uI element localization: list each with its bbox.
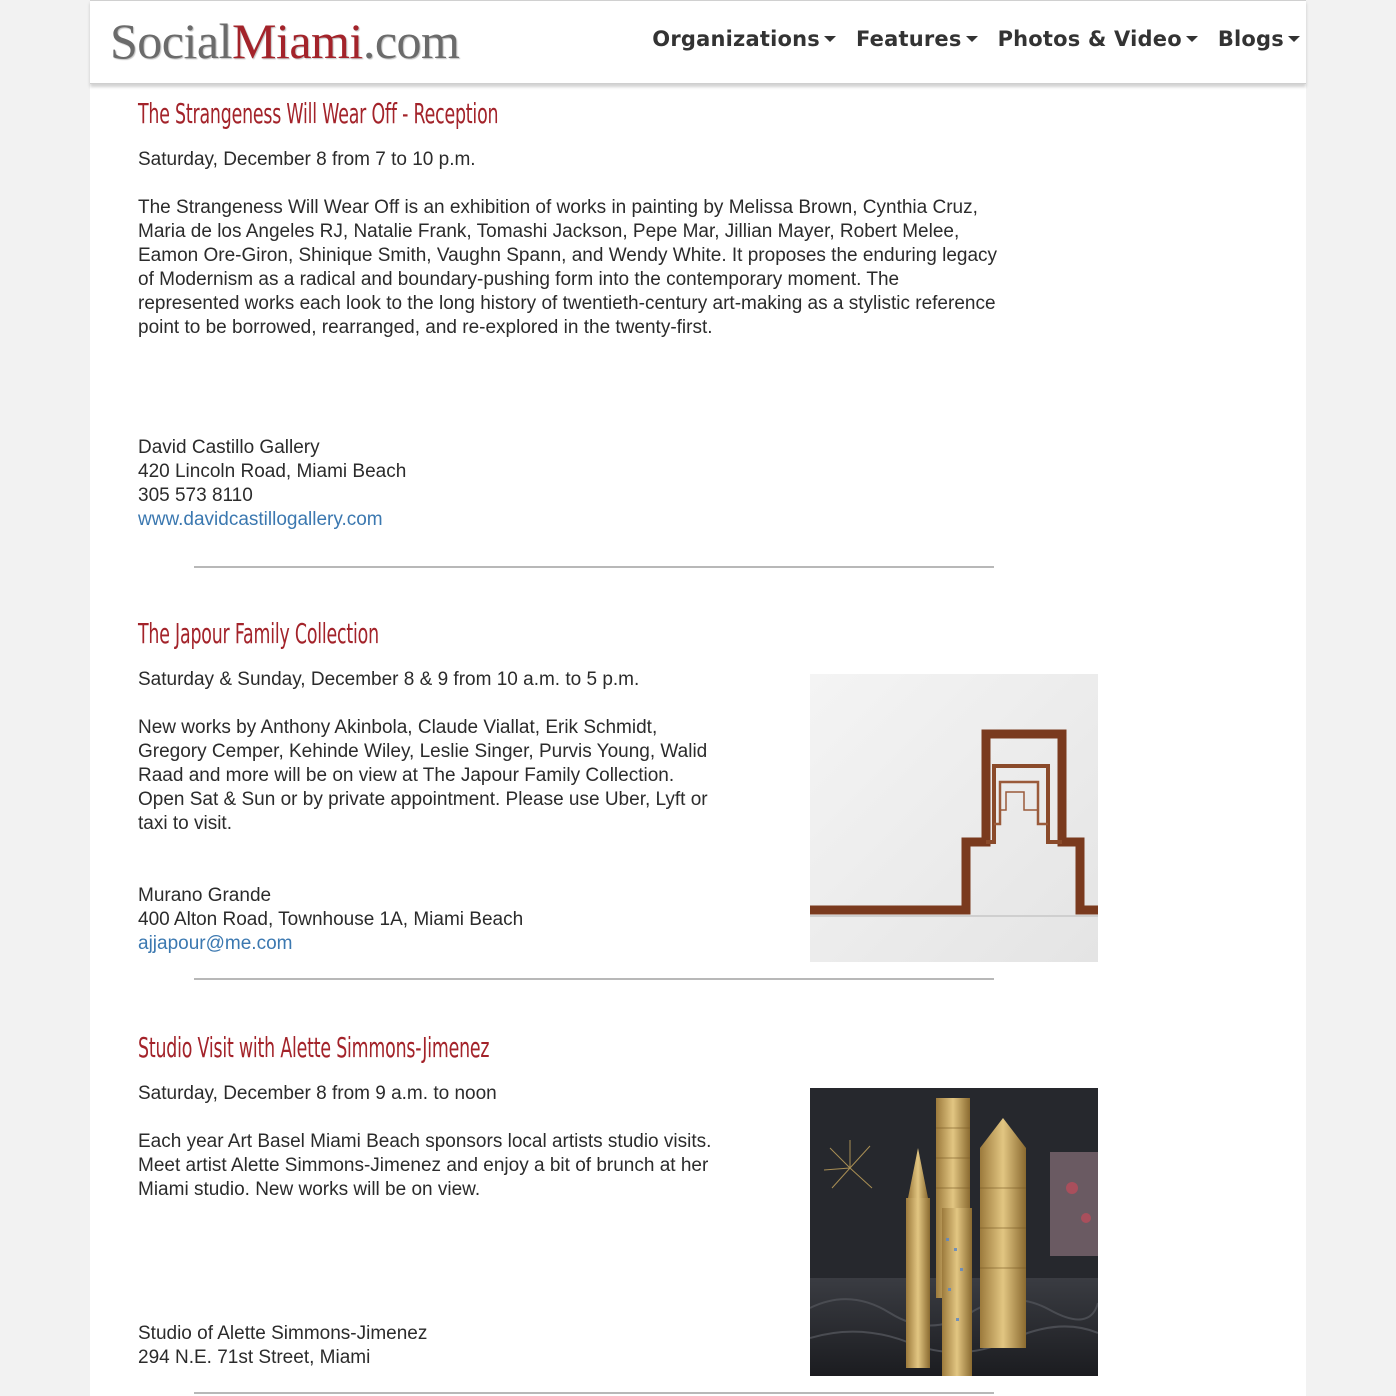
nav-blogs[interactable]: Blogs bbox=[1218, 27, 1300, 51]
divider bbox=[194, 978, 994, 980]
venue-name: Studio of Alette Simmons-Jimenez bbox=[138, 1323, 428, 1344]
nav-organizations[interactable]: Organizations bbox=[652, 27, 836, 51]
venue-email-link[interactable]: ajjapour@me.com bbox=[138, 933, 293, 954]
caret-down-icon bbox=[1288, 36, 1300, 42]
nav-photos-video[interactable]: Photos & Video bbox=[998, 27, 1198, 51]
event-strangeness bbox=[138, 96, 1138, 530]
site-logo[interactable]: SocialMiami.com bbox=[110, 13, 460, 69]
event-description: The Strangeness Will Wear Off is an exhibition of works in painting by Melissa Brown, Cynthia Cruz, Maria de los Angeles RJ, Natalie Frank, Tomashi Jackson, Pepe Mar, Jillian Mayer, Robert Melee, Eamon Ore-Giron, Shinique Smith, Vaughn Spann, and Wendy White. It proposes the enduring legacy of Modernism as a radical and boundary-pushing form into the contemporary moment. The represented works each look to the long history of twentieth-century art-making as a stylistic reference point to be borrowed, rearranged, and re-explored in the twenty-first. bbox=[138, 197, 998, 338]
venue-name: David Castillo Gallery bbox=[138, 437, 320, 458]
event-date: Saturday & Sunday, December 8 & 9 from 10 a.m. to 5 p.m. bbox=[138, 669, 640, 690]
top-navbar bbox=[90, 0, 1306, 84]
venue-name: Murano Grande bbox=[138, 885, 272, 906]
event-date: Saturday, December 8 from 7 to 10 p.m. bbox=[138, 149, 476, 170]
divider bbox=[194, 566, 994, 568]
artwork-image[interactable] bbox=[810, 674, 1098, 962]
main-nav bbox=[632, 27, 1300, 51]
artwork-image[interactable] bbox=[810, 1088, 1098, 1376]
event-japour bbox=[138, 616, 1138, 954]
gold-skyline-sculpture-image bbox=[810, 1088, 1098, 1376]
event-date: Saturday, December 8 from 9 a.m. to noon bbox=[138, 1083, 497, 1104]
caret-down-icon bbox=[824, 36, 836, 42]
venue-address: 420 Lincoln Road, Miami Beach bbox=[138, 461, 407, 482]
event-title[interactable]: Studio Visit with Alette Simmons-Jimenez bbox=[138, 1031, 490, 1064]
venue-address: 400 Alton Road, Townhouse 1A, Miami Beach bbox=[138, 909, 524, 930]
caret-down-icon bbox=[966, 36, 978, 42]
doorway-sculpture-image bbox=[810, 674, 1098, 962]
caret-down-icon bbox=[1186, 36, 1198, 42]
event-title[interactable]: The Strangeness Will Wear Off - Reception bbox=[138, 97, 499, 130]
event-description: New works by Anthony Akinbola, Claude Viallat, Erik Schmidt, Gregory Cemper, Kehinde Wiley, Leslie Singer, Purvis Young, Walid Raad and more will be on view at The Japour Family Collection. Open Sat & Sun or by private appointment. Please use Uber, Lyft or taxi to visit. bbox=[138, 717, 708, 834]
page bbox=[90, 0, 1306, 1396]
venue-phone: 305 573 8110 bbox=[138, 485, 253, 506]
nav-features[interactable]: Features bbox=[856, 27, 978, 51]
venue-website-link[interactable]: www.davidcastillogallery.com bbox=[138, 509, 383, 530]
event-description: Each year Art Basel Miami Beach sponsors local artists studio visits. Meet artist Alette Simmons-Jimenez and enjoy a bit of brunch at her Miami studio. New works will be on view. bbox=[138, 1131, 712, 1200]
divider bbox=[194, 1392, 994, 1394]
venue-address: 294 N.E. 71st Street, Miami bbox=[138, 1347, 371, 1368]
event-studio-visit bbox=[138, 1030, 1138, 1368]
event-title[interactable]: The Japour Family Collection bbox=[138, 617, 379, 650]
